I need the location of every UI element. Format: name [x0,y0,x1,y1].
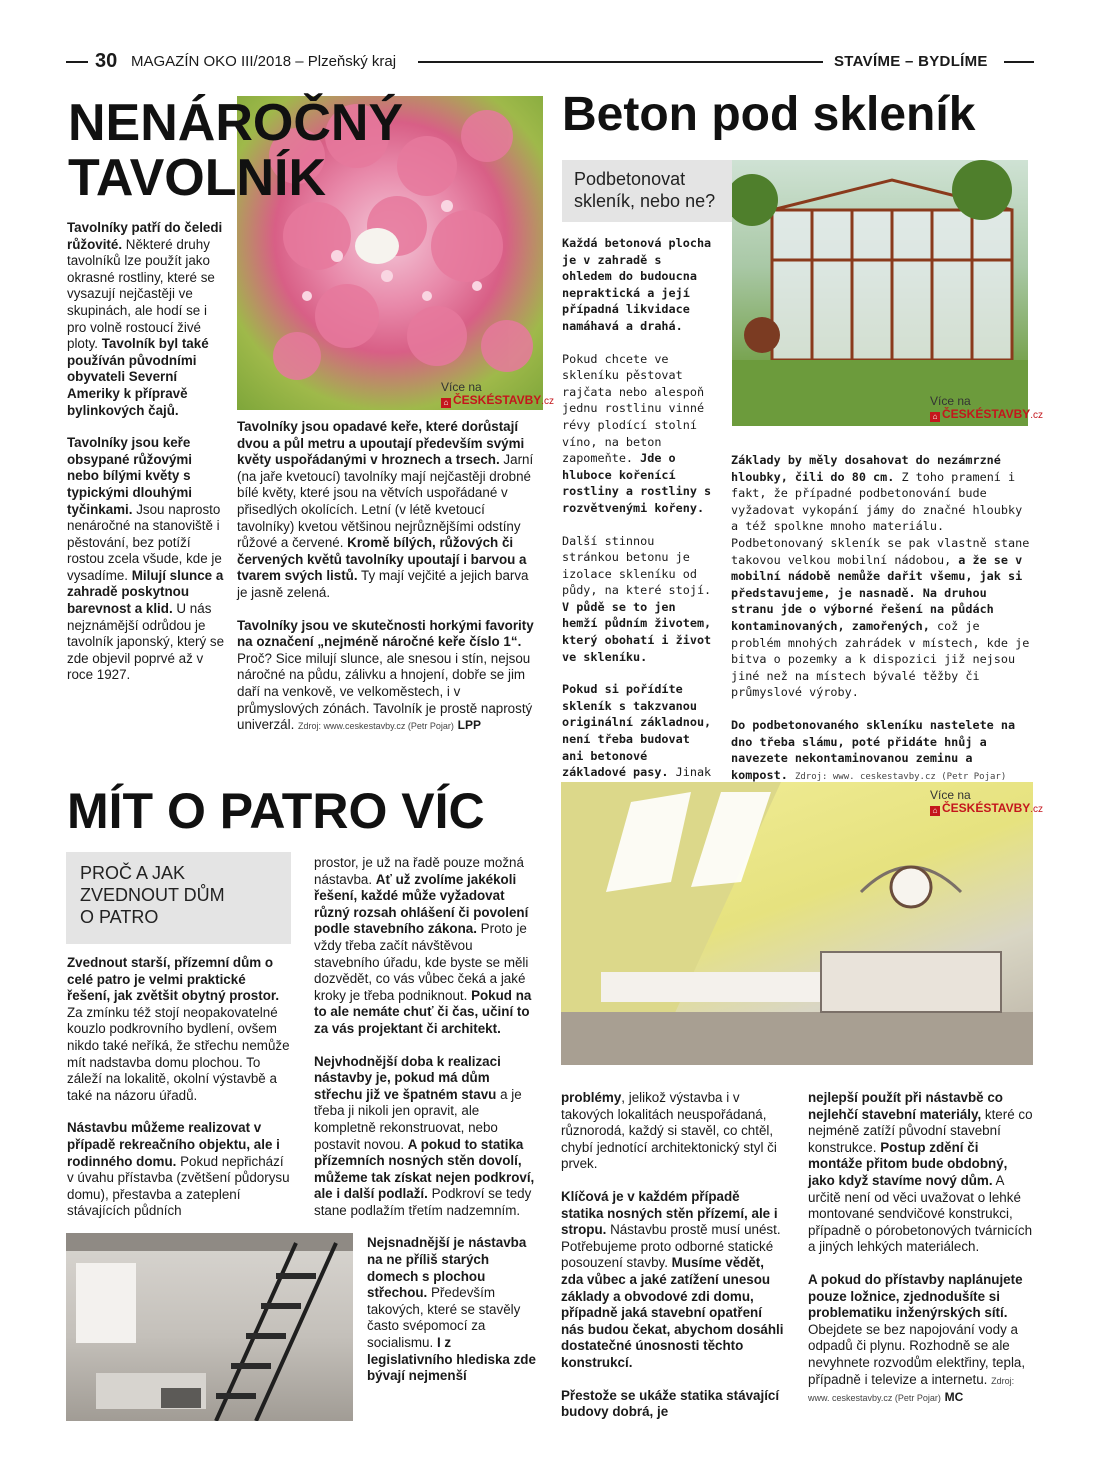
header-rule-right [1004,61,1034,63]
article2-col1: Každá betonová plocha je v zahradě s ohledem do budoucna nepraktická a její případná likvidace namáhavá a drahá. Pokud chcete ve skleníku pěstovat rajčata nebo alespoň jednu rostlinu vinné révy plodící stolní víno, na beton zapomeňte. Jde o hluboce kořenící rostliny a rostliny s rozvětvenými kořeny. Další stinnou stránkou betonu je izolace skleníku od půdy, na které stojí. V půdě se to jen hemží půdním životem, který obohatí i život ve skleníku. Pokud si pořídíte skleník s takzvanou originální základnou, není třeba budovat ani betonové základové pasy. Jinak [562,236,712,780]
article2-col2: Základy by měly dosahovat do nezámrzné hloubky, čili do 80 cm. Z toho pramení i fakt, že případné podbetonování bude vyžadovat vykopání jámy do značné hloubky a též spolkne mnoho materiálu. Podbetonovaný skleník se pak vlastně stane takovou velkou mobilní nádobou, a že se v mobilní nádobě nemůže dařit všemu, jak si představujeme, je nasnadě. Na druhou stranu jde o výborné řešení na půdách kontaminovaných, zamořených, což je problém mnohých zahrádek v místech, kde je bitva o pozemky a k dispozici již nejsou jiné než na místech bývalé těžby či průmyslové výroby. Do podbetonovaného skleníku nastelete na dno třeba slámu, poté přidáte hnůj a navezete nekontaminovanou zeminu a kompost. Zdroj: www. ceskestavby.cz (Petr Pojar) [731,452,1033,818]
article3-col2: prostor, je už na řadě pouze možná nástavba. Ať už zvolíme jakékoli řešení, každé může vyžadovat různý rozsah ohlášení či povolení podle stavebního zákona. Proto je vždy třeba začít návštěvou stavebního úřadu, kde byste se měli dozvědět, co vás vůbec čeká a jaké kroky je třeba podniknout. Pokud na to ale nemáte chuť či čas, učiní to za vás projektant či architekt. Nejvhodnější doba k realizaci nástavby je, pokud má dům střechu již ve špatném stavu a je třeba ji nikoli jen opravit, ale kompletně rekonstruovat, nebo postavit novou. A pokud to statika přízemních nosných stěn dovolí, můžeme tak získat nejen podkroví, ale i další podlaží. Podkroví se tedy stane podlažím třetím nadzemním. Nejsnadnější je nástavba na ne příliš starých domech s plochou střechou. Především takových, které se stavěly často svépomocí za socialismu. I z legislativního hlediska zde bývají nejmenší [314,855,536,1384]
article2-box-line2: skleník, nebo ne? [574,191,716,211]
page-number: 30 [95,50,118,72]
attic-photo [561,782,1033,1065]
article3-lead-box [66,852,291,944]
article3-col1: Zvednout starší, přízemní dům o celé patro je velmi praktické řešení, jak zvětšit obytný prostor. Za zmínku též stojí neopakovatelné kouzlo podkrovního bydlení, ovšem nikdo také neříká, že střechu nemůže mít nadstavba domu plochou. To záleží na lokalitě, okolní výstavbě a také na názoru úřadů. Nástavbu můžeme realizovat v případě rekreačního objektu, ale i rodinného domu. Pokud nepřichází v úvahu přístavba (zvětšení půdorysu domu), přestavba a zateplení stávajících půdních [67,955,290,1219]
credit-prefix: Více na [441,380,482,394]
section-title: STAVÍME – BYDLÍME [834,53,988,70]
ceske-stavby-logo[interactable]: ⌂ ČESKÉSTAVBY.cz [441,394,554,408]
article3-col3: problémy, jelikož výstavba i v takových lokalitách neuspořádaná, různorodá, každý si stavěl, co chtěl, chybí jednotící architektonický styl či prvek. Klíčová je v každém případě statika nosných stěn přízemí, ale i stropu. Nástavbu prostě musí unést. Potřebujeme proto odborné statické posouzení stavby. Musíme vědět, zda vůbec a jaké zatížení unesou základy a obvodové zdi domu, případně jaká stavební opatření nás budou čekat, abychom dosáhli dostatečné únosnosti těchto konstrukcí. Přestože se ukáže statika stávající budovy dobrá, je [561,1090,784,1420]
article1-col1: Tavolníky patří do čeledi růžovité. Některé druhy tavolníků lze použít jako okrasné rostliny, které se vysazují nejčastěji ve skupinách, ale hodí se i pro volně rostoucí živé ploty. Tavolník byl také používán původními obyvateli Severní Ameriky k přípravě bylinkových čajů. Tavolníky jsou keře obsypané růžovými nebo bílými květy s typickými dlouhými tyčinkami. Jsou naprosto nenáročné na stanoviště i pěstování, bez potíží rostou zcela všude, kde je vysadíme. Milují slunce a zahradě poskytnou barevnost a klid. U nás nejznámější odrůdou je tavolník japonský, který se zde objevil poprvé až v roce 1927. [67,220,225,683]
article2-box-line1: Podbetonovat [574,169,686,189]
article1-signature: LPP [457,718,481,733]
credit-prefix: Více na [930,788,971,802]
article3-title: MÍT O PATRO VÍC [67,783,485,839]
header-rule-left [66,61,88,63]
magazine-title: MAGAZÍN OKO III/2018 – Plzeňský kraj [131,53,397,70]
article3-source: Zdroj: www. ceskestavby.cz (Petr Pojar) [808,1375,1015,1404]
attic-photo-credit [930,789,1043,816]
staircase-photo [66,1233,353,1421]
ceske-stavby-logo[interactable]: ⌂ ČESKÉSTAVBY.cz [930,802,1043,816]
ceske-stavby-logo[interactable]: ⌂ ČESKÉSTAVBY.cz [930,408,1043,422]
article1-title-line1: NENÁROČNÝ [68,94,404,152]
article3-signature: MC [944,1390,964,1405]
greenhouse-photo-credit [930,395,1043,422]
article1-title [68,96,403,206]
article1-title-line2: TAVOLNÍK [68,149,327,207]
flower-photo-credit [441,381,554,408]
credit-prefix: Více na [930,394,971,408]
greenhouse-photo [732,160,1028,426]
article1-col2: Tavolníky jsou opadavé keře, které dorůstají dvou a půl metru a upoutají především svými květy uspořádanými v hroznech a trsech. Jarní (na jaře kvetoucí) tavolníky mají nejčastěji drobné bílé květy, které jsou na větvích uspořádané v přisedlých okolících. Letní (v létě kvetoucí tavolníky) kvetou většinou nejrůznějšími odstíny růžové a červené. Kromě bílých, růžových či červených květů tavolníky upoutají i barvou a tvarem svých listů. Ty mají vejčité a jejich barva je jasně zelená. Tavolníky jsou ve skutečnosti horkými favority na označení „nejméně náročné keře číslo 1“. Proč? Sice milují slunce, ale snesou i stín, nejsou náročné na půdu, zálivku a hnojení, dobře se jim daří na venkově, ve velkoměstech, i v průmyslových zónách. Tavolník je prostě naprostý univerzál. Zdroj: www.ceskestavby.cz (Petr Pojar) LPP [237,419,534,733]
article2-source: Zdroj: www. ceskestavby.cz (Petr Pojar) [794,771,1007,782]
article3-box-line1: PROČ A JAK [80,863,186,883]
article2-title: Beton pod skleník [562,88,976,141]
article2-lead-box [562,160,732,222]
header-rule-mid [418,61,823,63]
article3-box-line3: O PATRO [80,907,159,927]
article3-col4: nejlepší použít při nástavbě co nejlehčí stavební materiály, které co nejméně zatíží původní stavební konstrukce. Postup zdění či montáže přitom bude obdobný, jako když stavíme nový dům. A určitě není od věci uvažovat o lehké montované sendvičové konstrukci, případně o pórobetonových tvárnicích a jiných lehkých materiálech. A pokud do přístavby naplánujete pouze ložnice, zjednodušíte si problematiku inženýrských sítí. Obejdete se bez napojování vody a odpadů či plynu. Rozhodně se ale nevyhnete rozvodům elektřiny, tepla, případně i televize a internetu. Zdroj: www. ceskestavby.cz (Petr Pojar) MC [808,1090,1033,1405]
article1-source: Zdroj: www.ceskestavby.cz (Petr Pojar) [298,721,454,732]
article3-box-line2: ZVEDNOUT DŮM [80,885,225,905]
